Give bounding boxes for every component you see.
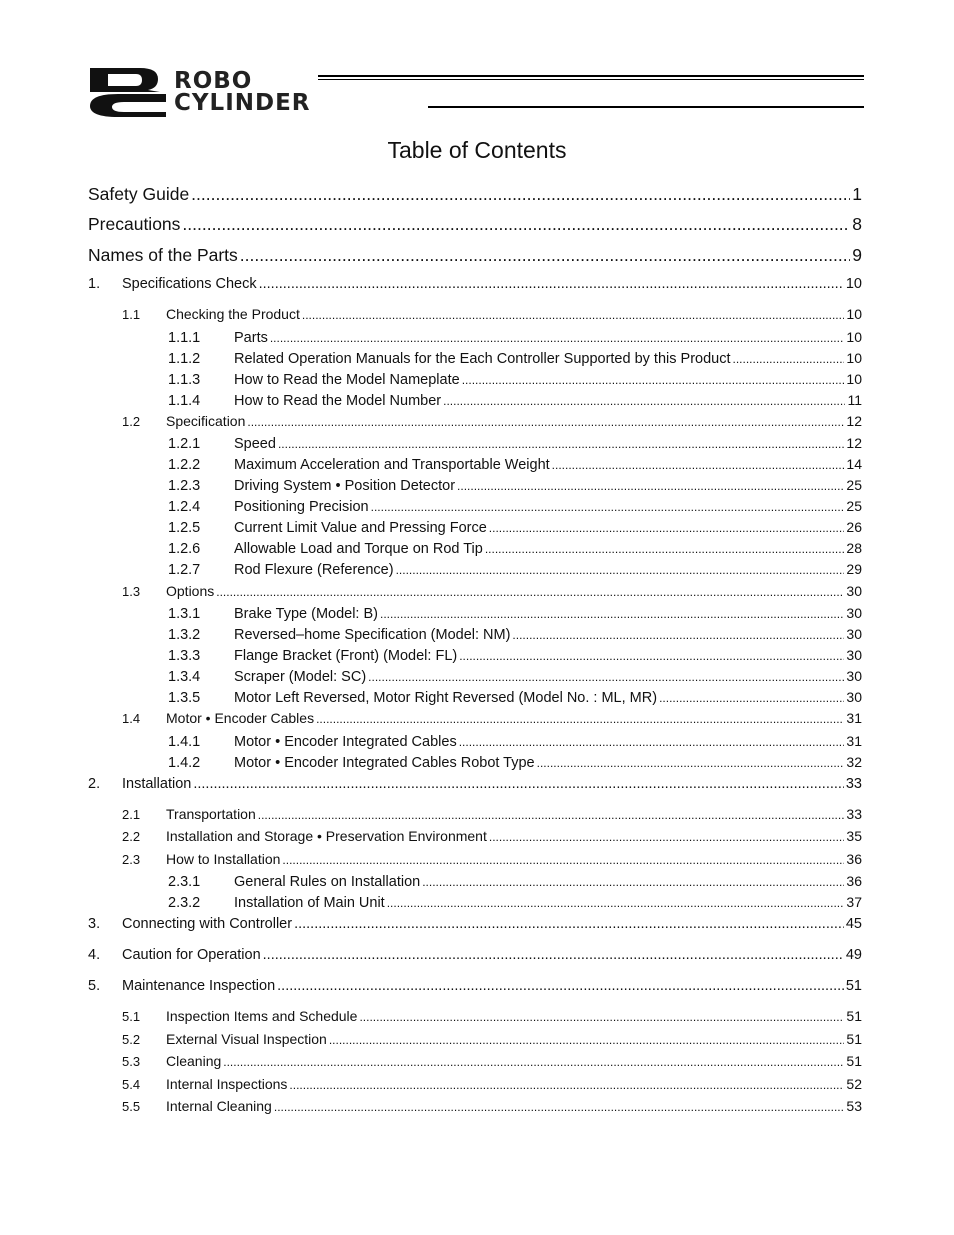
toc-entry-page-number: 37 — [846, 894, 862, 910]
toc-entry-number: 5.3 — [122, 1054, 141, 1069]
toc-entry-number: 5.5 — [122, 1099, 141, 1114]
toc-entry-title: Reversed–home Specification (Model: NM) — [234, 627, 511, 643]
toc-entry-page-number: 8 — [852, 214, 862, 234]
toc-entry-title: Internal Inspections — [166, 1076, 288, 1092]
toc-entry-page-number: 51 — [846, 1031, 862, 1047]
toc-dot-leader — [537, 756, 845, 770]
toc-entry-page-number: 31 — [846, 710, 862, 726]
toc-entry-title: Allowable Load and Torque on Rod Tip — [234, 541, 483, 557]
toc-entry-page-number: 32 — [846, 754, 862, 770]
toc-entry-page-number: 9 — [852, 245, 862, 265]
toc-entry-number: 1.2.4 — [168, 499, 201, 515]
toc-dot-leader — [316, 712, 844, 726]
toc-entry[interactable] — [88, 519, 862, 536]
toc-entry[interactable] — [88, 806, 862, 822]
toc-entry-page-number: 51 — [846, 1008, 862, 1024]
toc-entry[interactable] — [88, 626, 862, 643]
toc-entry-page-number: 10 — [846, 329, 862, 345]
toc-entry-title: Motor Left Reversed, Motor Right Reversed (Model No. : ML, MR) — [234, 690, 658, 706]
toc-entry-number: 2.3.1 — [168, 874, 201, 890]
toc-entry-title: Options — [166, 583, 215, 599]
toc-entry-number: 1.3.3 — [168, 648, 201, 664]
toc-entry-page-number: 45 — [845, 916, 862, 932]
brand-line-robo: ROBO — [174, 68, 253, 94]
toc-dot-leader — [263, 947, 844, 963]
toc-dot-leader — [659, 691, 844, 705]
toc-entry[interactable] — [88, 689, 862, 706]
toc-entry[interactable] — [88, 540, 862, 557]
toc-entry-page-number: 10 — [846, 371, 862, 387]
toc-entry-number: 1.2.5 — [168, 520, 201, 536]
toc-entry-page-number: 33 — [845, 776, 862, 792]
toc-entry-page-number: 12 — [846, 435, 862, 451]
toc-entry-page-number: 11 — [847, 392, 862, 408]
toc-entry-page-number: 30 — [846, 689, 862, 705]
toc-dot-leader — [459, 649, 844, 663]
robo-cylinder-logo — [88, 66, 168, 118]
toc-entry-title: Maintenance Inspection — [122, 978, 276, 994]
toc-dot-leader — [274, 1100, 845, 1114]
toc-entry-number: 1.1.3 — [168, 372, 201, 388]
toc-entry-title: Installation — [122, 776, 192, 792]
toc-entry-title: Current Limit Value and Pressing Force — [234, 520, 487, 536]
toc-entry-title: Speed — [234, 436, 276, 452]
toc-entry-page-number: 36 — [846, 873, 862, 889]
toc-entry-title: How to Installation — [166, 851, 281, 867]
toc-entry[interactable] — [88, 350, 862, 367]
toc-entry-number: 1.2.3 — [168, 478, 201, 494]
toc-entry[interactable] — [88, 413, 862, 429]
toc-entry-number: 2. — [88, 776, 101, 792]
toc-entry-title: Installation and Storage • Preservation Environment — [166, 828, 487, 844]
toc-entry[interactable] — [88, 561, 862, 578]
toc-entry[interactable] — [88, 733, 862, 750]
toc-entry[interactable] — [88, 583, 862, 599]
toc-entry-title: Specification — [166, 413, 246, 429]
toc-entry-title: Inspection Items and Schedule — [166, 1008, 358, 1024]
toc-entry[interactable] — [88, 668, 862, 685]
toc-dot-leader — [380, 607, 844, 621]
toc-entry[interactable] — [88, 276, 862, 292]
toc-entry-number: 1.2.6 — [168, 541, 201, 557]
toc-entry[interactable] — [88, 392, 862, 409]
toc-entry-title: Checking the Product — [166, 306, 300, 322]
toc-entry[interactable] — [88, 776, 862, 792]
toc-entry-number: 1.4.1 — [168, 734, 201, 750]
toc-entry-page-number: 53 — [846, 1098, 862, 1114]
toc-entry-title: Scraper (Model: SC) — [234, 669, 367, 685]
toc-entry-number: 2.1 — [122, 807, 141, 822]
toc-dot-leader — [512, 628, 844, 642]
toc-entry-title: Driving System • Position Detector — [234, 478, 456, 494]
toc-dot-leader — [459, 735, 845, 749]
toc-entry-number: 1.3.5 — [168, 690, 201, 706]
toc-entry-number: 4. — [88, 947, 101, 963]
header-rule-top-1 — [318, 75, 864, 77]
toc-dot-leader — [294, 916, 844, 932]
toc-entry-title: Related Operation Manuals for the Each Controller Supported by this Product — [234, 351, 731, 367]
toc-dot-leader — [216, 585, 844, 599]
toc-entry-page-number: 1 — [852, 184, 862, 204]
toc-dot-leader — [240, 245, 850, 266]
toc-entry[interactable] — [88, 184, 862, 205]
toc-dot-leader — [443, 394, 845, 408]
toc-entry-title: Safety Guide — [88, 184, 190, 204]
toc-entry-page-number: 28 — [846, 540, 862, 556]
toc-dot-leader — [329, 1033, 845, 1047]
toc-dot-leader — [371, 500, 845, 514]
toc-entry-title: Motor • Encoder Cables — [166, 710, 315, 726]
toc-entry-page-number: 10 — [846, 306, 862, 322]
toc-entry-number: 1.4 — [122, 711, 141, 726]
toc-entry-page-number: 51 — [846, 1053, 862, 1069]
toc-entry[interactable] — [88, 947, 862, 963]
toc-entry[interactable] — [88, 851, 862, 867]
toc-entry-number: 1.1.4 — [168, 393, 201, 409]
toc-entry-page-number: 30 — [846, 583, 862, 599]
brand-line-cylinder: CYLINDER — [174, 90, 311, 116]
toc-dot-leader — [733, 352, 845, 366]
toc-entry[interactable] — [88, 1053, 862, 1069]
toc-dot-leader — [302, 308, 845, 322]
toc-entry[interactable] — [88, 371, 862, 388]
toc-entry-title: General Rules on Installation — [234, 874, 421, 890]
toc-entry-title: How to Read the Model Number — [234, 393, 442, 409]
toc-dot-leader — [359, 1010, 844, 1024]
toc-dot-leader — [277, 978, 844, 994]
toc-dot-leader — [182, 214, 850, 235]
toc-entry[interactable] — [88, 754, 862, 771]
toc-entry-page-number: 30 — [846, 605, 862, 621]
toc-entry[interactable] — [88, 916, 862, 932]
toc-entry-number: 2.3 — [122, 852, 141, 867]
toc-entry-title: Transportation — [166, 806, 256, 822]
toc-entry-page-number: 12 — [846, 413, 862, 429]
toc-entry-page-number: 36 — [846, 851, 862, 867]
toc-entry-title: Motor • Encoder Integrated Cables — [234, 734, 457, 750]
toc-entry-page-number: 31 — [846, 733, 862, 749]
toc-entry-number: 2.2 — [122, 829, 141, 844]
toc-entry-page-number: 26 — [846, 519, 862, 535]
toc-entry-title: Positioning Precision — [234, 499, 369, 515]
toc-entry-number: 5.4 — [122, 1077, 141, 1092]
toc-entry-page-number: 25 — [846, 498, 862, 514]
toc-entry-title: Specifications Check — [122, 276, 257, 292]
toc-entry[interactable] — [88, 1008, 862, 1024]
toc-entry-number: 1.1.2 — [168, 351, 201, 367]
toc-entry[interactable] — [88, 1076, 862, 1092]
toc-entry-title: Precautions — [88, 214, 181, 234]
header-rule-bottom — [428, 106, 864, 108]
toc-entry-title: Motor • Encoder Integrated Cables Robot Type — [234, 755, 535, 771]
toc-dot-leader — [289, 1078, 844, 1092]
toc-dot-leader — [485, 542, 845, 556]
toc-entry[interactable] — [88, 214, 862, 235]
toc-entry-number: 1.2.1 — [168, 436, 201, 452]
toc-entry-title: Flange Bracket (Front) (Model: FL) — [234, 648, 458, 664]
toc-entry-number: 5.2 — [122, 1032, 141, 1047]
toc-entry-title: Caution for Operation — [122, 947, 261, 963]
header-rule-top-2 — [318, 79, 864, 80]
toc-dot-leader — [552, 458, 845, 472]
toc-entry[interactable] — [88, 1098, 862, 1114]
toc-dot-leader — [270, 331, 845, 345]
toc-dot-leader — [462, 373, 845, 387]
toc-dot-leader — [387, 896, 845, 910]
toc-entry-number: 1.4.2 — [168, 755, 201, 771]
toc-entry-page-number: 25 — [846, 477, 862, 493]
toc-entry[interactable] — [88, 329, 862, 346]
toc-entry-page-number: 14 — [846, 456, 862, 472]
toc-entry-title: Brake Type (Model: B) — [234, 606, 378, 622]
toc-entry-number: 2.3.2 — [168, 895, 201, 911]
toc-entry[interactable] — [88, 873, 862, 890]
toc-entry-number: 5. — [88, 978, 101, 994]
toc-entry[interactable] — [88, 605, 862, 622]
toc-dot-leader — [258, 808, 845, 822]
toc-entry-number: 1. — [88, 276, 101, 292]
toc-entry-title: Rod Flexure (Reference) — [234, 562, 394, 578]
toc-entry-number: 1.2 — [122, 414, 141, 429]
toc-entry-number: 3. — [88, 916, 101, 932]
toc-dot-leader — [489, 830, 845, 844]
toc-entry-title: Maximum Acceleration and Transportable Weight — [234, 457, 550, 473]
toc-entry[interactable] — [88, 978, 862, 994]
toc-entry-page-number: 35 — [846, 828, 862, 844]
toc-entry-number: 1.1 — [122, 307, 141, 322]
toc-dot-leader — [278, 437, 844, 451]
toc-entry-title: Connecting with Controller — [122, 916, 293, 932]
toc-entry[interactable] — [88, 435, 862, 452]
toc-dot-leader — [422, 875, 844, 889]
toc-dot-leader — [223, 1055, 844, 1069]
toc-entry[interactable] — [88, 1031, 862, 1047]
toc-entry-number: 1.1.1 — [168, 330, 201, 346]
toc-entry-number: 1.3.4 — [168, 669, 201, 685]
toc-entry-number: 1.3 — [122, 584, 141, 599]
toc-entry-title: Cleaning — [166, 1053, 222, 1069]
toc-entry-number: 1.3.2 — [168, 627, 201, 643]
toc-dot-leader — [191, 184, 850, 205]
toc-dot-leader — [457, 479, 844, 493]
toc-dot-leader — [193, 776, 844, 792]
toc-entry-page-number: 10 — [846, 350, 862, 366]
toc-entry-page-number: 30 — [846, 626, 862, 642]
toc-entry-number: 1.3.1 — [168, 606, 201, 622]
toc-dot-leader — [396, 563, 845, 577]
toc-entry[interactable] — [88, 306, 862, 322]
toc-entry-page-number: 52 — [846, 1076, 862, 1092]
toc-dot-leader — [489, 521, 845, 535]
toc-entry-title: Internal Cleaning — [166, 1098, 272, 1114]
toc-entry-page-number: 29 — [846, 561, 862, 577]
toc-entry-title: External Visual Inspection — [166, 1031, 327, 1047]
toc-entry[interactable] — [88, 828, 862, 844]
toc-entry-page-number: 30 — [846, 647, 862, 663]
toc-dot-leader — [282, 853, 844, 867]
toc-entry-title: Installation of Main Unit — [234, 895, 385, 911]
toc-dot-leader — [259, 276, 844, 292]
toc-dot-leader — [368, 670, 844, 684]
toc-entry[interactable] — [88, 498, 862, 515]
toc-entry-page-number: 51 — [845, 978, 862, 994]
toc-entry-number: 1.2.2 — [168, 457, 201, 473]
toc-entry[interactable] — [88, 710, 862, 726]
toc-entry-title: Names of the Parts — [88, 245, 238, 265]
page-title: Table of Contents — [387, 137, 567, 163]
toc-entry-page-number: 49 — [845, 947, 862, 963]
toc-entry[interactable] — [88, 647, 862, 664]
toc-entry-page-number: 30 — [846, 668, 862, 684]
toc-entry-page-number: 33 — [846, 806, 862, 822]
toc-entry[interactable] — [88, 894, 862, 911]
toc-entry[interactable] — [88, 245, 862, 266]
toc-entry[interactable] — [88, 477, 862, 494]
toc-entry[interactable] — [88, 456, 862, 473]
toc-dot-leader — [247, 415, 844, 429]
toc-entry-title: Parts — [234, 330, 268, 346]
toc-entry-title: How to Read the Model Nameplate — [234, 372, 460, 388]
toc-entry-number: 1.2.7 — [168, 562, 201, 578]
toc-entry-number: 5.1 — [122, 1009, 141, 1024]
toc-entry-page-number: 10 — [845, 276, 862, 292]
